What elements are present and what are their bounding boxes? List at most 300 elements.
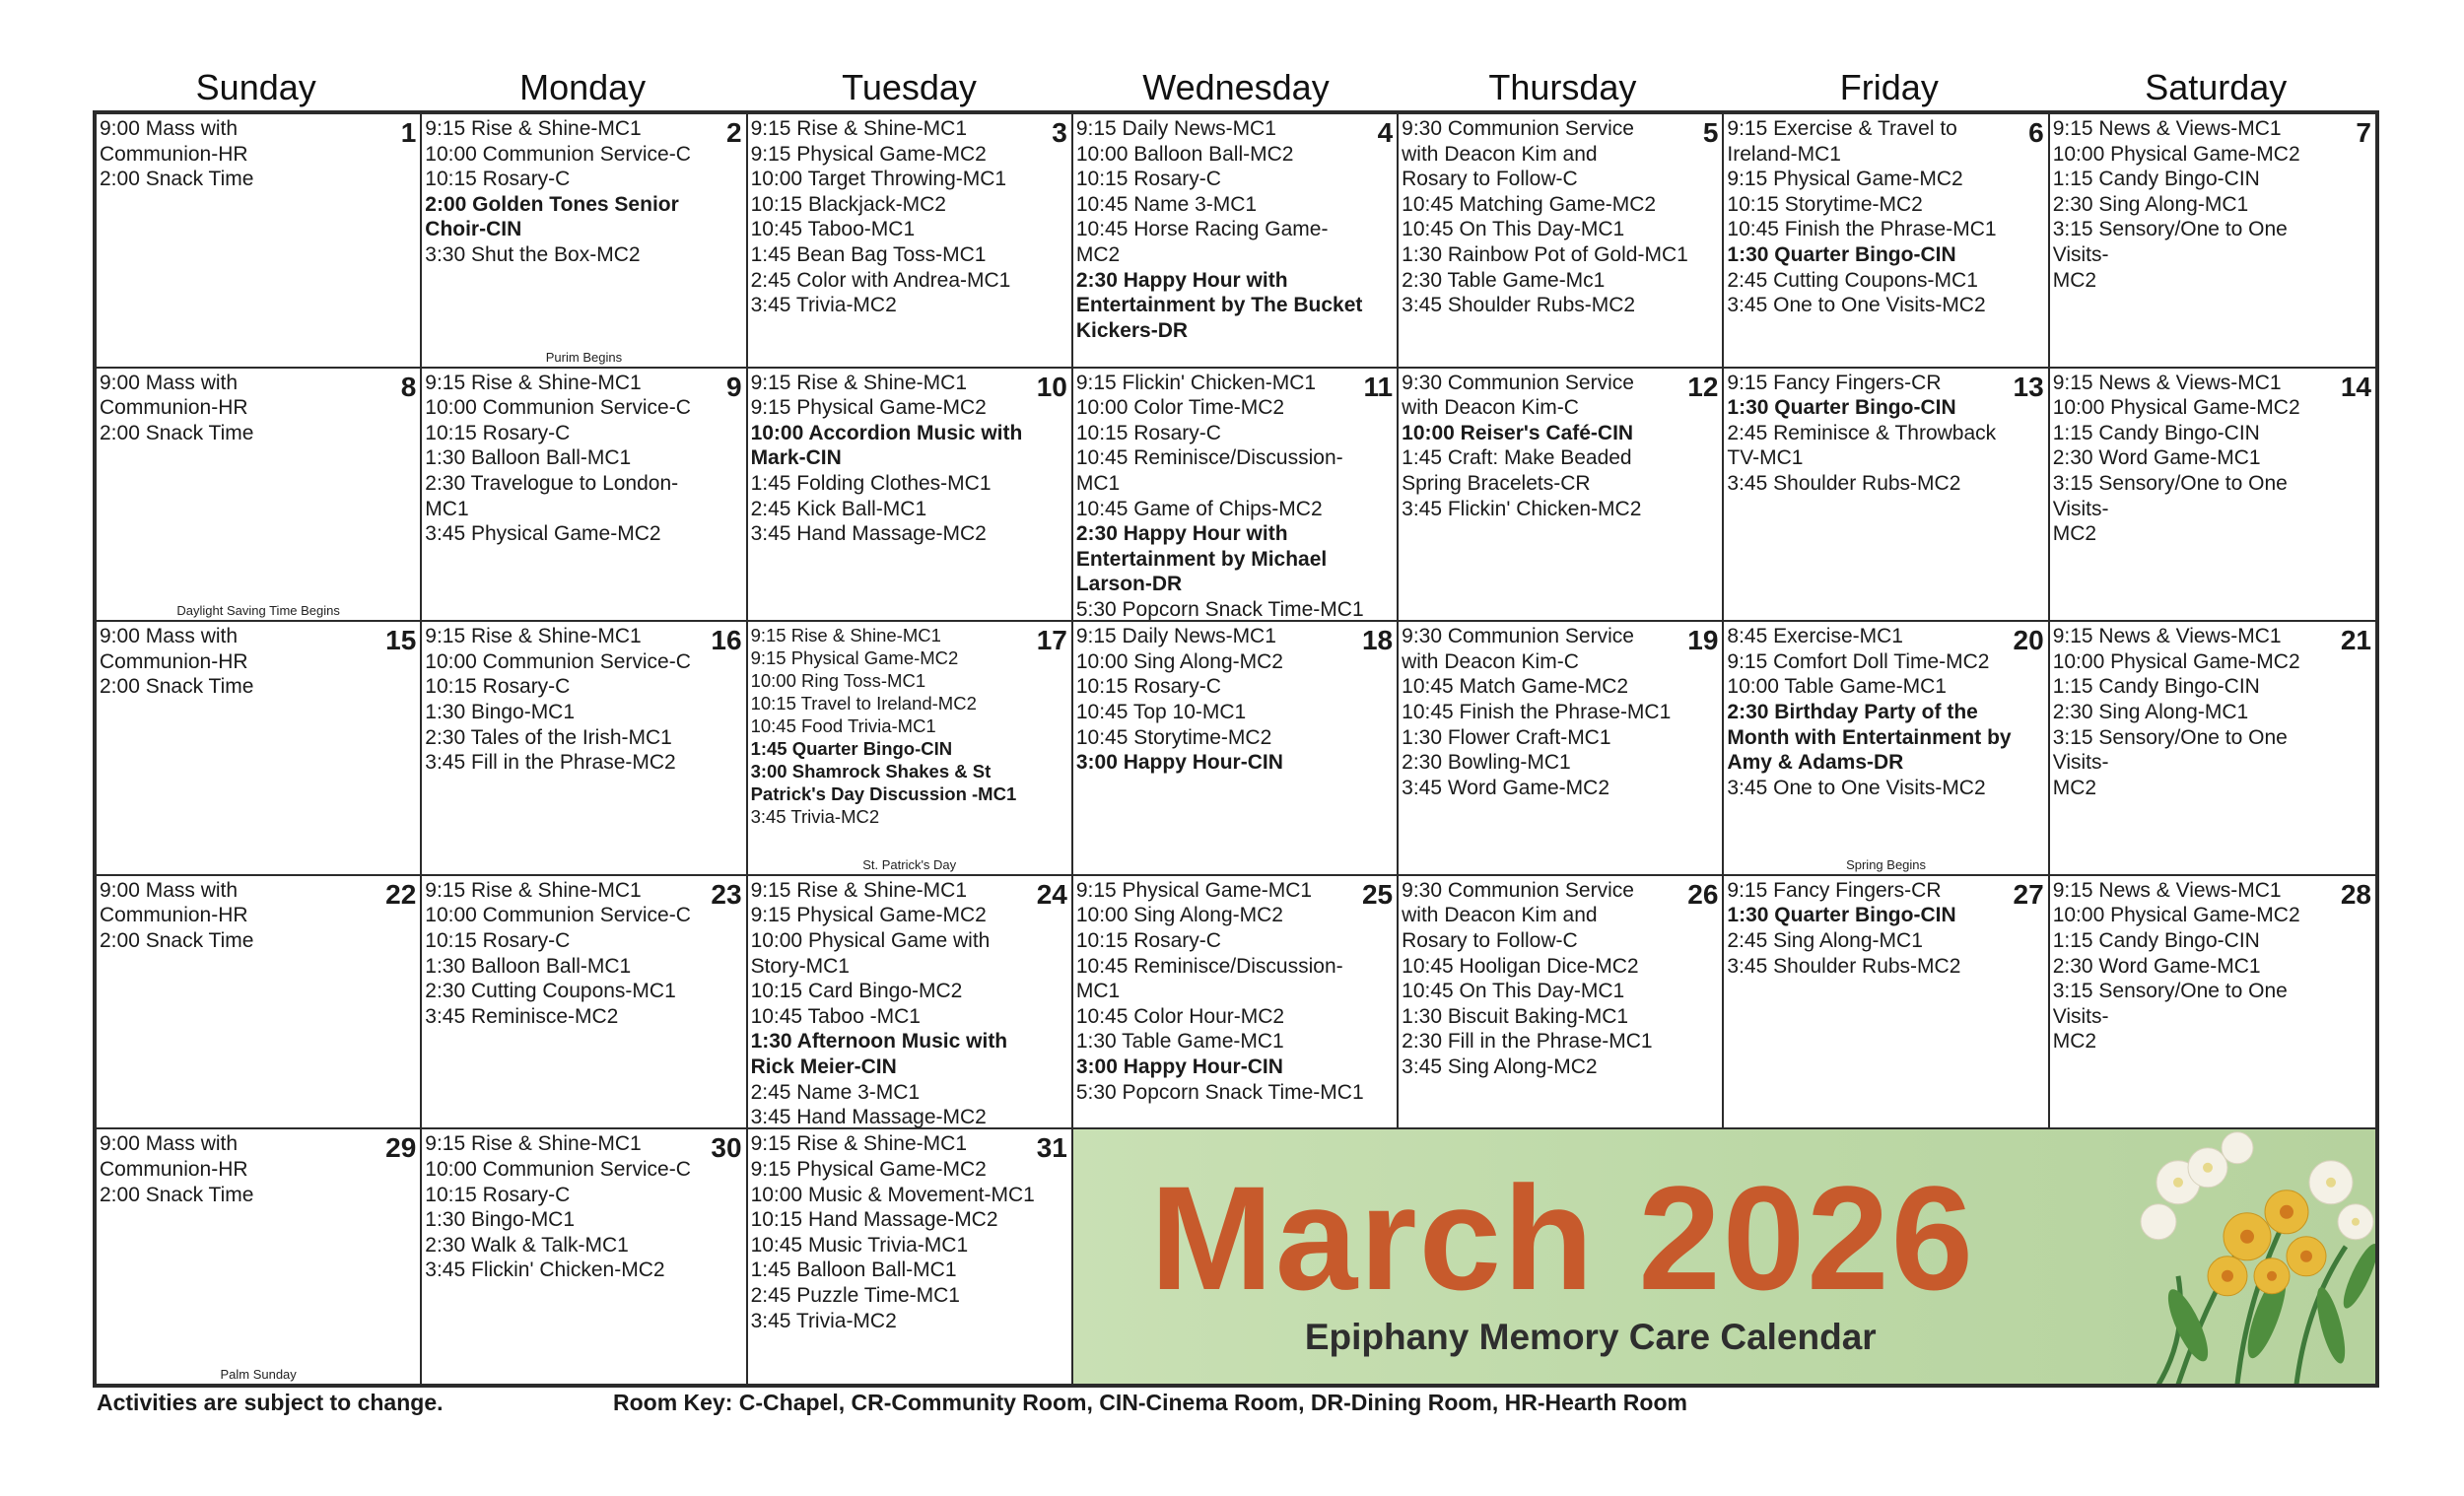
event-line: 9:15 News & Views-MC1	[2052, 878, 2282, 902]
event-list	[1402, 878, 1719, 1080]
event-line: 3:45 Reminisce-MC2	[425, 1004, 619, 1028]
event-line: 10:00 Communion Service-C	[425, 904, 691, 927]
event-line: MC2	[2052, 268, 2097, 292]
featured-event-line: 2:30 Birthday Party of the	[1727, 700, 1978, 723]
event-list	[1727, 371, 2044, 497]
day-number: 10	[1036, 371, 1067, 402]
event-line: 2:00 Snack Time	[100, 928, 254, 952]
event-line: 10:45 Storytime-MC2	[1075, 725, 1272, 749]
day-number: 27	[2013, 878, 2044, 910]
event-line: 10:15 Blackjack-MC2	[750, 192, 946, 216]
event-line: 8:45 Exercise-MC1	[1727, 625, 1903, 648]
event-line: 10:15 Rosary-C	[1075, 421, 1221, 444]
event-line: 9:15 Physical Game-MC2	[750, 142, 987, 166]
event-list	[1402, 371, 1719, 522]
event-line: 10:45 On This Day-MC1	[1402, 218, 1625, 241]
event-line: 10:00 Sing Along-MC2	[1075, 649, 1283, 673]
weekday-header-row	[93, 65, 2379, 110]
event-line: 2:30 Cutting Coupons-MC1	[425, 980, 676, 1003]
day-number: 13	[2013, 371, 2044, 402]
event-line: 10:00 Physical Game-MC2	[2052, 396, 2300, 420]
event-list	[2053, 878, 2372, 1054]
event-line: with Deacon Kim-C	[1402, 396, 1579, 420]
featured-event-line: 10:00 Reiser's Café-CIN	[1402, 421, 1634, 444]
day-cell	[748, 876, 1073, 1130]
event-line: 2:45 Reminisce & Throwback	[1727, 421, 1997, 444]
event-line: 2:30 Word Game-MC1	[2052, 446, 2261, 470]
day-number: 15	[385, 625, 417, 656]
event-line: 2:00 Snack Time	[100, 675, 254, 699]
featured-event-line: Entertainment by The Bucket	[1075, 294, 1363, 317]
event-line: 9:15 Rise & Shine-MC1	[750, 878, 967, 902]
event-line: 1:30 Table Game-MC1	[1075, 1030, 1284, 1054]
featured-event-line: 2:30 Happy Hour with	[1075, 268, 1288, 292]
event-line: 9:30 Communion Service	[1402, 878, 1634, 902]
day-cell	[2050, 114, 2375, 369]
event-line: Rosary to Follow-C	[1402, 168, 1578, 191]
disclaimer-text: Activities are subject to change.	[97, 1390, 444, 1415]
event-line: 3:15 Sensory/One to One Visits-	[2052, 725, 2288, 775]
day-cell	[748, 114, 1073, 369]
day-cell	[1724, 369, 2049, 623]
event-line: Communion-HR	[100, 649, 248, 673]
day-cell	[748, 1129, 1073, 1384]
day-cell	[1399, 622, 1724, 876]
event-list	[425, 116, 742, 268]
event-line: 1:15 Candy Bingo-CIN	[2052, 421, 2260, 444]
event-line: 10:00 Communion Service-C	[425, 142, 691, 166]
event-list	[1402, 624, 1719, 800]
event-line: 9:15 Rise & Shine-MC1	[425, 1132, 642, 1156]
event-line: TV-MC1	[1727, 446, 1804, 470]
event-line: 10:45 Hooligan Dice-MC2	[1402, 954, 1639, 978]
event-line: 10:15 Rosary-C	[1075, 928, 1221, 952]
banner-subtitle: Epiphany Memory Care Calendar	[1304, 1317, 1877, 1358]
featured-event-line: 2:30 Happy Hour with	[1075, 522, 1288, 546]
event-line: with Deacon Kim and	[1402, 904, 1598, 927]
event-line: 1:30 Bingo-MC1	[425, 700, 576, 723]
event-line: 1:45 Folding Clothes-MC1	[750, 471, 992, 495]
event-line: 3:30 Shut the Box-MC2	[425, 242, 641, 266]
event-line: 3:45 Hand Massage-MC2	[750, 522, 987, 546]
event-line: 2:45 Kick Ball-MC1	[750, 497, 927, 520]
event-list	[1727, 116, 2044, 318]
day-number: 25	[1361, 878, 1394, 910]
event-line: 10:45 Matching Game-MC2	[1402, 192, 1657, 216]
event-line: 10:45 Reminisce/Discussion-	[1075, 446, 1343, 470]
event-line: Rosary to Follow-C	[1402, 928, 1578, 952]
holiday-note: Palm Sunday	[220, 1367, 297, 1382]
event-line: 3:45 Sing Along-MC2	[1402, 1054, 1598, 1078]
holiday-note: Daylight Saving Time Begins	[176, 603, 340, 619]
event-line: 9:15 Physical Game-MC2	[1727, 168, 1963, 191]
event-line: 9:15 Rise & Shine-MC1	[425, 371, 642, 394]
event-line: 2:30 Travelogue to London-MC1	[425, 471, 679, 520]
flower-illustration	[2119, 1129, 2375, 1384]
event-line: 10:45 Name 3-MC1	[1075, 192, 1258, 216]
weekday-header: Sunday	[195, 67, 316, 107]
event-line: 10:15 Rosary-C	[425, 675, 571, 699]
event-line: 3:45 Shoulder Rubs-MC2	[1727, 954, 1961, 978]
event-line: 1:30 Biscuit Baking-MC1	[1402, 1004, 1629, 1028]
event-line: 2:30 Table Game-Mc1	[1402, 268, 1606, 292]
event-line: 2:30 Sing Along-MC1	[2052, 700, 2249, 723]
event-line: 10:45 On This Day-MC1	[1402, 980, 1625, 1003]
holiday-note: Spring Begins	[1846, 856, 1927, 872]
event-line: 3:45 Shoulder Rubs-MC2	[1402, 294, 1636, 317]
event-list	[751, 371, 1068, 547]
event-list	[1402, 116, 1719, 318]
event-line: 9:15 Fancy Fingers-CR	[1727, 878, 1942, 902]
weekday-header: Wednesday	[1142, 67, 1330, 107]
event-line: Ireland-MC1	[1727, 142, 1841, 166]
day-number: 4	[1377, 117, 1394, 148]
event-line: 10:45 Food Trivia-MC1	[750, 715, 936, 737]
event-line: 10:45 Match Game-MC2	[1402, 675, 1629, 699]
event-line: 1:45 Balloon Ball-MC1	[750, 1258, 957, 1282]
event-list	[1076, 624, 1394, 776]
event-line: 1:45 Bean Bag Toss-MC1	[750, 242, 987, 266]
day-number: 26	[1687, 878, 1719, 910]
day-cell	[422, 876, 747, 1130]
event-line: 3:45 Shoulder Rubs-MC2	[1727, 471, 1961, 495]
event-line: 9:30 Communion Service	[1402, 371, 1634, 394]
event-line: Communion-HR	[100, 1157, 248, 1181]
event-list	[100, 371, 417, 446]
day-cell	[1724, 876, 2049, 1130]
day-cell	[97, 876, 422, 1130]
event-line: 10:00 Target Throwing-MC1	[750, 168, 1007, 191]
event-line: 1:15 Candy Bingo-CIN	[2052, 168, 2260, 191]
day-cell	[1724, 114, 2049, 369]
event-line: 3:45 One to One Visits-MC2	[1727, 776, 1986, 799]
event-line: 1:30 Bingo-MC1	[425, 1208, 576, 1232]
event-line: 2:45 Name 3-MC1	[750, 1080, 921, 1104]
event-list	[100, 878, 417, 954]
event-line: 10:45 Game of Chips-MC2	[1075, 497, 1323, 520]
event-line: 10:00 Sing Along-MC2	[1075, 904, 1283, 927]
day-cell	[1724, 622, 2049, 876]
day-cell	[1399, 369, 1724, 623]
event-line: 3:45 Trivia-MC2	[750, 294, 897, 317]
day-cell	[422, 114, 747, 369]
day-cell	[1073, 114, 1399, 369]
day-number: 30	[711, 1132, 742, 1164]
event-line: 10:00 Ring Toss-MC1	[750, 670, 926, 692]
day-number: 20	[2013, 625, 2044, 656]
day-number: 24	[1036, 878, 1067, 910]
day-number: 31	[1036, 1132, 1067, 1164]
featured-event-line: 10:00 Accordion Music with	[750, 421, 1023, 444]
day-cell	[1399, 876, 1724, 1130]
event-list	[100, 1131, 417, 1207]
event-line: 2:45 Color with Andrea-MC1	[750, 268, 1011, 292]
event-list	[2053, 624, 2372, 800]
day-number: 2	[725, 117, 742, 148]
event-line: 9:15 Comfort Doll Time-MC2	[1727, 649, 1990, 673]
featured-event-line: 1:30 Quarter Bingo-CIN	[1727, 904, 1956, 927]
event-line: 9:15 Rise & Shine-MC1	[750, 371, 967, 394]
event-line: 2:00 Snack Time	[100, 421, 254, 444]
event-line: 1:45 Craft: Make Beaded	[1402, 446, 1632, 470]
day-number: 18	[1361, 625, 1394, 656]
event-line: 10:45 Taboo -MC1	[750, 1004, 921, 1028]
event-list	[425, 624, 742, 776]
weekday-header: Monday	[519, 67, 647, 107]
event-line: 1:30 Rainbow Pot of Gold-MC1	[1402, 242, 1688, 266]
featured-event-line: Patrick's Day Discussion -MC1	[750, 783, 1017, 805]
event-line: 2:30 Fill in the Phrase-MC1	[1402, 1030, 1653, 1054]
event-line: 9:15 Daily News-MC1	[1075, 625, 1276, 648]
event-line: 10:15 Rosary-C	[1075, 675, 1221, 699]
weekday-header: Thursday	[1488, 67, 1637, 107]
event-line: 9:15 Physical Game-MC2	[750, 1157, 987, 1181]
event-line: 10:00 Physical Game with	[750, 928, 991, 952]
event-line: 9:15 Daily News-MC1	[1075, 117, 1276, 140]
event-line: 10:00 Physical Game-MC2	[2052, 142, 2300, 166]
event-line: 9:00 Mass with	[100, 371, 239, 394]
event-line: 10:15 Travel to Ireland-MC2	[750, 693, 977, 714]
weekday-header: Saturday	[2145, 67, 2288, 107]
event-line: 10:00 Table Game-MC1	[1727, 675, 1947, 699]
event-line: MC1	[1075, 471, 1121, 495]
event-line: 9:15 Flickin' Chicken-MC1	[1075, 371, 1317, 394]
event-line: 3:45 Trivia-MC2	[750, 806, 880, 828]
event-line: 9:00 Mass with	[100, 1132, 239, 1156]
day-number: 5	[1702, 117, 1719, 148]
event-line: 10:00 Color Time-MC2	[1075, 396, 1285, 420]
event-line: 3:15 Sensory/One to One Visits-	[2052, 980, 2288, 1028]
event-list	[751, 624, 1068, 828]
day-number: 16	[711, 625, 742, 656]
day-number: 12	[1687, 371, 1719, 402]
event-line: 3:45 Trivia-MC2	[750, 1309, 897, 1332]
event-line: 3:45 Flickin' Chicken-MC2	[425, 1258, 665, 1282]
event-line: 3:45 Flickin' Chicken-MC2	[1402, 497, 1642, 520]
day-cell	[2050, 622, 2375, 876]
event-line: 10:15 Rosary-C	[425, 168, 571, 191]
event-line: 2:30 Walk & Talk-MC1	[425, 1233, 629, 1257]
event-line: 9:15 News & Views-MC1	[2052, 117, 2282, 140]
day-number: 17	[1036, 625, 1067, 656]
featured-event-line: Choir-CIN	[425, 218, 522, 241]
event-line: 9:15 Rise & Shine-MC1	[425, 878, 642, 902]
event-line: 3:15 Sensory/One to One Visits-	[2052, 471, 2288, 520]
event-line: 10:45 Horse Racing Game-MC2	[1075, 218, 1329, 266]
event-line: 2:45 Sing Along-MC1	[1727, 928, 1923, 952]
event-line: 9:00 Mass with	[100, 878, 239, 902]
day-number: 9	[725, 371, 742, 402]
day-cell	[748, 369, 1073, 623]
event-line: 9:15 Rise & Shine-MC1	[425, 625, 642, 648]
event-line: 3:45 Fill in the Phrase-MC2	[425, 751, 676, 775]
day-number: 1	[400, 117, 417, 148]
day-number: 6	[2028, 117, 2044, 148]
event-line: 9:15 News & Views-MC1	[2052, 371, 2282, 394]
event-line: 1:30 Flower Craft-MC1	[1402, 725, 1611, 749]
featured-event-line: 3:00 Happy Hour-CIN	[1075, 751, 1283, 775]
event-line: 1:15 Candy Bingo-CIN	[2052, 928, 2260, 952]
event-line: 10:15 Rosary-C	[425, 421, 571, 444]
event-line: 2:00 Snack Time	[100, 168, 254, 191]
day-number: 3	[1052, 117, 1067, 148]
featured-event-line: Amy & Adams-DR	[1727, 751, 1904, 775]
featured-event-line: 1:30 Quarter Bingo-CIN	[1727, 396, 1956, 420]
featured-event-line: 2:00 Golden Tones Senior	[425, 192, 679, 216]
event-line: 9:15 Rise & Shine-MC1	[425, 117, 642, 140]
event-line: MC2	[2052, 522, 2097, 546]
day-cell	[422, 369, 747, 623]
event-line: Communion-HR	[100, 142, 248, 166]
event-list	[425, 878, 742, 1030]
event-line: MC2	[2052, 776, 2097, 799]
event-line: 10:00 Music & Movement-MC1	[750, 1183, 1035, 1206]
event-list	[2053, 116, 2372, 293]
event-line: 3:45 One to One Visits-MC2	[1727, 294, 1986, 317]
event-line: 9:15 Physical Game-MC2	[750, 396, 987, 420]
weekday-header: Friday	[1839, 67, 1939, 107]
event-line: with Deacon Kim and	[1402, 142, 1598, 166]
event-line: 9:15 Exercise & Travel to	[1727, 117, 1957, 140]
event-list	[751, 116, 1068, 318]
day-number: 23	[711, 878, 742, 910]
event-line: 10:15 Hand Massage-MC2	[750, 1208, 998, 1232]
day-cell	[748, 622, 1073, 876]
event-line: 10:45 Taboo-MC1	[750, 218, 916, 241]
event-line: 3:15 Sensory/One to One Visits-	[2052, 218, 2288, 266]
featured-event-line: Entertainment by Michael	[1075, 547, 1328, 571]
day-cell	[2050, 369, 2375, 623]
event-line: 2:45 Cutting Coupons-MC1	[1727, 268, 1978, 292]
event-line: 10:00 Communion Service-C	[425, 1157, 691, 1181]
event-line: 9:30 Communion Service	[1402, 117, 1634, 140]
event-list	[100, 624, 417, 700]
featured-event-line: 1:45 Quarter Bingo-CIN	[750, 738, 953, 760]
event-line: 2:30 Tales of the Irish-MC1	[425, 725, 672, 749]
event-line: 9:15 Rise & Shine-MC1	[750, 1132, 967, 1156]
day-cell	[97, 1129, 422, 1384]
event-list	[1076, 116, 1394, 343]
event-line: 10:00 Balloon Ball-MC2	[1075, 142, 1294, 166]
day-number: 14	[2340, 371, 2371, 402]
featured-event-line: 1:30 Quarter Bingo-CIN	[1727, 242, 1956, 266]
event-line: 10:00 Communion Service-C	[425, 396, 691, 420]
featured-event-line: Month with Entertainment by	[1727, 725, 2012, 749]
event-line: 3:45 Hand Massage-MC2	[750, 1106, 987, 1129]
day-number: 8	[400, 371, 417, 402]
event-line: 10:45 Music Trivia-MC1	[750, 1233, 969, 1257]
day-cell	[1073, 876, 1399, 1130]
day-cell	[97, 622, 422, 876]
day-cell	[1399, 114, 1724, 369]
event-line: 9:15 Fancy Fingers-CR	[1727, 371, 1942, 394]
event-line: 2:30 Sing Along-MC1	[2052, 192, 2249, 216]
holiday-note: St. Patrick's Day	[862, 856, 957, 872]
event-line: with Deacon Kim-C	[1402, 649, 1579, 673]
event-line: 9:15 Physical Game-MC1	[1075, 878, 1313, 902]
event-list	[100, 116, 417, 192]
event-list	[1076, 878, 1394, 1105]
event-line: 3:45 Word Game-MC2	[1402, 776, 1609, 799]
event-line: MC1	[1075, 980, 1121, 1003]
event-line: 9:30 Communion Service	[1402, 625, 1634, 648]
weekday-header: Tuesday	[842, 67, 977, 107]
event-line: 9:00 Mass with	[100, 625, 239, 648]
event-list	[1727, 624, 2044, 800]
event-line: 9:15 Physical Game-MC2	[750, 904, 987, 927]
day-cell	[1073, 369, 1399, 623]
event-line: 9:15 Rise & Shine-MC1	[750, 625, 941, 646]
event-line: 10:15 Card Bingo-MC2	[750, 980, 963, 1003]
day-cell	[1073, 622, 1399, 876]
day-number: 22	[385, 878, 417, 910]
featured-event-line: Kickers-DR	[1075, 318, 1189, 342]
day-number: 11	[1363, 371, 1394, 402]
day-cell	[97, 369, 422, 623]
event-line: 10:15 Rosary-C	[1075, 168, 1221, 191]
featured-event-line: Rick Meier-CIN	[750, 1054, 897, 1078]
day-number: 19	[1687, 625, 1719, 656]
event-list	[2053, 371, 2372, 547]
event-line: 1:15 Candy Bingo-CIN	[2052, 675, 2260, 699]
event-line: MC2	[2052, 1030, 2097, 1054]
event-line: 3:45 Physical Game-MC2	[425, 522, 661, 546]
featured-event-line: 1:30 Afternoon Music with	[750, 1030, 1008, 1054]
day-number: 29	[385, 1132, 417, 1164]
event-line: 2:45 Puzzle Time-MC1	[750, 1283, 960, 1307]
event-line: 10:15 Storytime-MC2	[1727, 192, 1923, 216]
day-number: 7	[2356, 117, 2371, 148]
day-cell	[97, 114, 422, 369]
event-line: 2:30 Word Game-MC1	[2052, 954, 2261, 978]
event-line: 9:15 Rise & Shine-MC1	[750, 117, 967, 140]
event-line: 10:45 Finish the Phrase-MC1	[1402, 700, 1672, 723]
event-line: 9:00 Mass with	[100, 117, 239, 140]
event-line: Story-MC1	[750, 954, 850, 978]
event-line: 10:00 Physical Game-MC2	[2052, 904, 2300, 927]
event-list	[1076, 371, 1394, 623]
featured-event-line: 3:00 Shamrock Shakes & St	[750, 761, 992, 782]
holiday-note: Purim Begins	[545, 349, 623, 365]
event-line: 1:30 Balloon Ball-MC1	[425, 954, 632, 978]
event-line: 10:00 Physical Game-MC2	[2052, 649, 2300, 673]
event-line: 10:15 Rosary-C	[425, 928, 571, 952]
event-list	[751, 1131, 1068, 1333]
event-list	[751, 878, 1068, 1130]
event-line: 5:30 Popcorn Snack Time-MC1	[1075, 1080, 1364, 1104]
month-banner	[1073, 1129, 2375, 1384]
day-cell	[422, 622, 747, 876]
featured-event-line: Mark-CIN	[750, 446, 842, 470]
event-line: 9:15 Physical Game-MC2	[750, 647, 959, 669]
calendar-grid	[93, 110, 2379, 1388]
event-list	[425, 371, 742, 547]
featured-event-line: 3:00 Happy Hour-CIN	[1075, 1054, 1283, 1078]
event-line: Communion-HR	[100, 396, 248, 420]
day-number: 21	[2340, 625, 2371, 656]
banner-title: March 2026	[1149, 1155, 1976, 1322]
event-line: 5:30 Popcorn Snack Time-MC1	[1075, 597, 1364, 621]
event-line: 9:15 News & Views-MC1	[2052, 625, 2282, 648]
event-line: Spring Bracelets-CR	[1402, 471, 1591, 495]
day-cell	[422, 1129, 747, 1384]
event-line: 1:30 Balloon Ball-MC1	[425, 446, 632, 470]
event-line: Communion-HR	[100, 904, 248, 927]
event-line: 10:45 Color Hour-MC2	[1075, 1004, 1285, 1028]
event-line: 10:45 Finish the Phrase-MC1	[1727, 218, 1997, 241]
day-cell	[2050, 876, 2375, 1130]
featured-event-line: Larson-DR	[1075, 573, 1183, 596]
